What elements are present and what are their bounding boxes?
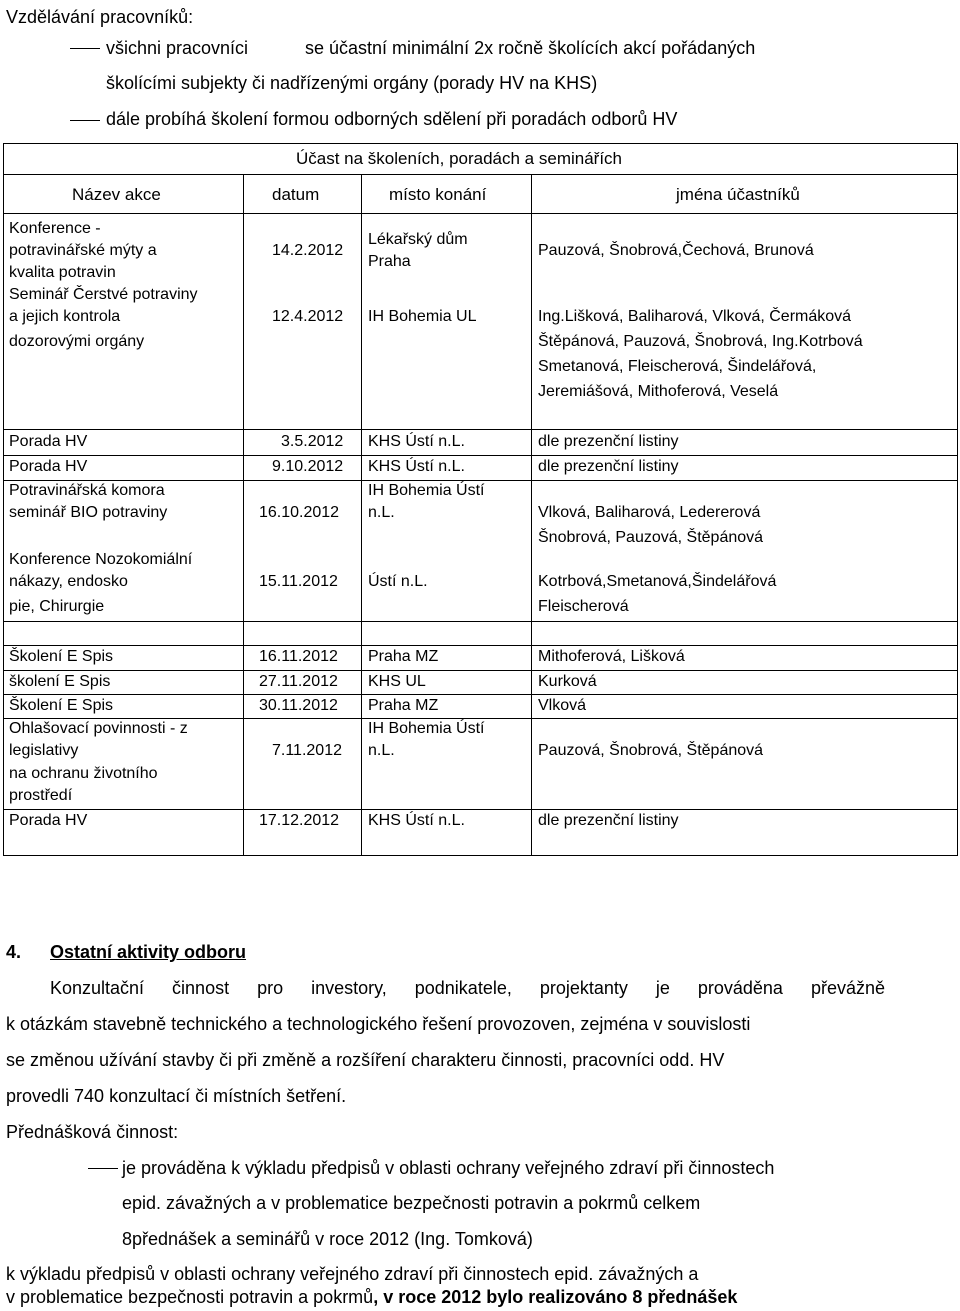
event-place: KHS Ústí n.L. — [368, 433, 465, 450]
event-participants: Pauzová, Šnobrová,Čechová, Brunová — [538, 242, 814, 259]
paragraph-line: k otázkám stavebně technického a technologického řešení provozoven, zejména v souvislosti — [6, 1014, 751, 1034]
event-place: Praha MZ — [368, 648, 439, 665]
event-date: 3.5.2012 — [281, 433, 344, 450]
event-name: potravinářské mýty a — [9, 242, 157, 259]
bullet-dash — [70, 120, 100, 121]
paragraph-line: provedli 740 konzultací či místních šetření. — [6, 1086, 347, 1106]
event-participants: Šnobrová, Pauzová, Štěpánová — [538, 529, 764, 546]
event-participants: Mithoferová, Lišková — [538, 648, 685, 665]
event-place: Lékařský dům — [368, 231, 468, 248]
event-place: KHS Ústí n.L. — [368, 812, 465, 829]
bullet-dash — [88, 1168, 118, 1169]
event-date: 12.4.2012 — [272, 308, 344, 325]
event-participants: Vlková — [538, 697, 587, 714]
column-header-date: datum — [272, 185, 320, 204]
event-name: Konference Nozokomiální — [9, 551, 193, 568]
event-place: IH Bohemia Ústí — [368, 482, 485, 499]
event-name: prostředí — [9, 787, 73, 804]
lecture-bullet-line: je prováděna k výkladu předpisů v oblasti ochrany veřejného zdraví při činnostech — [122, 1158, 775, 1178]
training-bullet-1-b: se účastní minimální 2x ročně školících akcí pořádaných — [305, 38, 756, 58]
event-name: Školení E Spis — [9, 697, 114, 714]
event-name: Školení E Spis — [9, 648, 114, 665]
training-bullet-1-a: všichni pracovníci — [106, 38, 249, 58]
event-participants: Kurková — [538, 673, 597, 690]
paragraph-line: Konzultační činnost pro investory, podnikatele, projektanty je prováděna převážně — [50, 978, 885, 998]
event-name: Potravinářská komora — [9, 482, 165, 499]
event-place: KHS Ústí n.L. — [368, 458, 465, 475]
event-date: 14.2.2012 — [272, 242, 344, 259]
section-number: 4. — [6, 942, 22, 962]
event-participants: dle prezenční listiny — [538, 812, 679, 829]
event-name: legislativy — [9, 742, 79, 759]
event-place: IH Bohemia Ústí — [368, 720, 485, 737]
event-name: Porada HV — [9, 812, 88, 829]
event-date: 17.12.2012 — [259, 812, 340, 829]
event-participants: Ing.Lišková, Baliharová, Vlková, Čermáková — [538, 308, 852, 325]
closing-line — [6, 1286, 737, 1308]
event-date: 15.11.2012 — [259, 573, 338, 590]
column-header-place: místo konání — [389, 185, 487, 204]
closing-text-bold: , v roce 2012 bylo realizováno 8 přednášek — [373, 1287, 738, 1307]
event-participants: Štěpánová, Pauzová, Šnobrová, Ing.Kotrbová — [538, 333, 863, 350]
event-date: 27.11.2012 — [259, 673, 338, 690]
event-date: 9.10.2012 — [272, 458, 344, 475]
lecture-bullet-line: epid. závažných a v problematice bezpečnosti potravin a pokrmů celkem — [122, 1193, 701, 1213]
event-name: Porada HV — [9, 458, 88, 475]
event-name: školení E Spis — [9, 673, 111, 690]
event-date: 7.11.2012 — [272, 742, 342, 759]
training-heading: Vzdělávání pracovníků: — [6, 7, 194, 27]
column-header-name: Název akce — [72, 185, 161, 204]
table-title: Účast na školeních, poradách a seminářích — [296, 149, 623, 168]
event-date: 16.11.2012 — [259, 648, 338, 665]
event-place: KHS UL — [368, 673, 426, 690]
event-place: n.L. — [368, 742, 395, 759]
lecture-label: Přednášková činnost: — [6, 1122, 179, 1142]
event-date: 30.11.2012 — [259, 697, 338, 714]
section-title: Ostatní aktivity odboru — [50, 942, 247, 962]
training-bullet-2: dále probíhá školení formou odborných sdělení při poradách odborů HV — [106, 109, 678, 129]
event-participants: Pauzová, Šnobrová, Štěpánová — [538, 742, 764, 759]
event-participants: Jeremiášová, Mithoferová, Veselá — [538, 383, 779, 400]
event-name: Porada HV — [9, 433, 88, 450]
column-header-participants: jména účastníků — [676, 185, 800, 204]
event-date: 16.10.2012 — [259, 504, 340, 521]
event-name: Ohlašovací povinnosti - z — [9, 720, 188, 737]
event-name: a jejich kontrola — [9, 308, 121, 325]
event-participants: dle prezenční listiny — [538, 433, 679, 450]
event-name: kvalita potravin — [9, 264, 116, 281]
event-place: Praha — [368, 253, 411, 270]
event-place: Ústí n.L. — [368, 573, 428, 590]
event-participants: dle prezenční listiny — [538, 458, 679, 475]
event-participants: Vlková, Baliharová, Ledererová — [538, 504, 761, 521]
paragraph-line: se změnou užívání stavby či při změně a rozšíření charakteru činnosti, pracovníci odd. HV — [6, 1050, 725, 1070]
event-name: seminář BIO potraviny — [9, 504, 168, 521]
event-name: na ochranu životního — [9, 765, 158, 782]
event-name: Seminář Čerstvé potraviny — [9, 286, 198, 303]
event-place: Praha MZ — [368, 697, 439, 714]
event-name: nákazy, endosko — [9, 573, 128, 590]
event-participants: Kotrbová,Smetanová,Šindelářová — [538, 573, 777, 590]
closing-line: k výkladu předpisů v oblasti ochrany veřejného zdraví při činnostech epid. závažných a — [6, 1264, 699, 1284]
event-name: pie, Chirurgie — [9, 598, 105, 615]
closing-text: v problematice bezpečnosti potravin a pokrmů — [6, 1287, 374, 1307]
bullet-dash — [70, 48, 100, 49]
event-participants: Smetanová, Fleischerová, Šindelářová, — [538, 358, 817, 375]
training-bullet-1-c: školícími subjekty či nadřízenými orgány (porady HV na KHS) — [106, 73, 598, 93]
event-participants: Fleischerová — [538, 598, 629, 615]
event-place: IH Bohemia UL — [368, 308, 477, 325]
event-place: n.L. — [368, 504, 395, 521]
event-name: Konference - — [9, 220, 101, 237]
event-name: dozorovými orgány — [9, 333, 145, 350]
lecture-bullet-line: 8přednášek a seminářů v roce 2012 (Ing. Tomková) — [122, 1229, 533, 1249]
